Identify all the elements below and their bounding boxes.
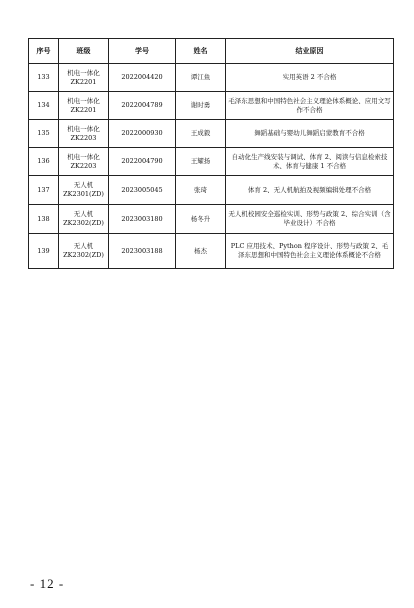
header-reason: 结业原因 [226,39,394,64]
cell-name: 杨杰 [176,234,226,269]
cell-serial: 138 [29,205,59,234]
class-code: ZK2302(ZD) [63,251,104,259]
cell-student-id: 2022004789 [109,92,176,120]
class-code: ZK2201 [70,105,97,114]
cell-serial: 133 [29,64,59,92]
class-code: ZK2203 [70,133,97,142]
cell-name: 张琦 [176,176,226,205]
table-row [29,148,394,176]
page-number: - 12 - [30,576,65,591]
cell-serial: 136 [29,148,59,176]
cell-student-id: 2022004420 [109,64,176,92]
table-row [29,92,394,120]
cell-class [59,120,109,148]
cell-reason: 实用英语 2 不合格 [226,64,394,92]
cell-class [59,234,109,269]
table-row [29,234,394,269]
cell-student-id: 2022000930 [109,120,176,148]
cell-student-id: 2023005045 [109,176,176,205]
table-row [29,64,394,92]
header-name: 姓名 [176,39,226,64]
cell-reason: 自动化生产线安装与调试、体育 2、阅读与信息检索技术、体育与健康 1 不合格 [226,148,394,176]
cell-name: 杨冬升 [176,205,226,234]
table-row [29,205,394,234]
cell-reason: PLC 应用技术、Python 程序设计、形势与政策 2、毛泽东思想和中国特色社会主义理论体系概论不合格 [226,234,394,269]
class-code: ZK2302(ZD) [63,219,104,227]
cell-serial: 137 [29,176,59,205]
cell-student-id: 2023003188 [109,234,176,269]
class-major: 机电一体化 [67,124,100,133]
cell-reason: 毛泽东思想和中国特色社会主义理论体系概论、应用文写作不合格 [226,92,394,120]
class-major: 无人机 [73,242,94,250]
header-class: 班级 [59,39,109,64]
class-major: 机电一体化 [67,96,100,105]
table-header-row [29,39,394,64]
cell-name: 王成毅 [176,120,226,148]
class-code: ZK2203 [70,161,97,170]
cell-serial: 134 [29,92,59,120]
class-major: 无人机 [73,181,94,189]
class-major: 机电一体化 [67,152,100,161]
header-serial: 序号 [29,39,59,64]
table-row [29,176,394,205]
graduation-table [28,38,394,269]
cell-student-id: 2022004790 [109,148,176,176]
header-student-id: 学号 [109,39,176,64]
cell-name: 谭江鱼 [176,64,226,92]
table-row [29,120,394,148]
class-major: 机电一体化 [67,68,100,77]
cell-student-id: 2023003180 [109,205,176,234]
cell-class [59,92,109,120]
cell-class [59,64,109,92]
cell-name: 王耀扬 [176,148,226,176]
cell-class [59,205,109,234]
cell-name: 谢时勇 [176,92,226,120]
cell-serial: 135 [29,120,59,148]
cell-reason: 体育 2、无人机航拍及视频编辑处理不合格 [226,176,394,205]
class-code: ZK2201 [70,77,97,86]
cell-class [59,148,109,176]
cell-class [59,176,109,205]
class-code: ZK2301(ZD) [63,190,104,198]
class-major: 无人机 [73,210,94,218]
cell-reason: 舞蹈基础与婴幼儿舞蹈启蒙教育不合格 [226,120,394,148]
cell-reason: 无人机校园安全巡检实训、形势与政策 2、综合实训（含毕业设计）不合格 [226,205,394,234]
cell-serial: 139 [29,234,59,269]
